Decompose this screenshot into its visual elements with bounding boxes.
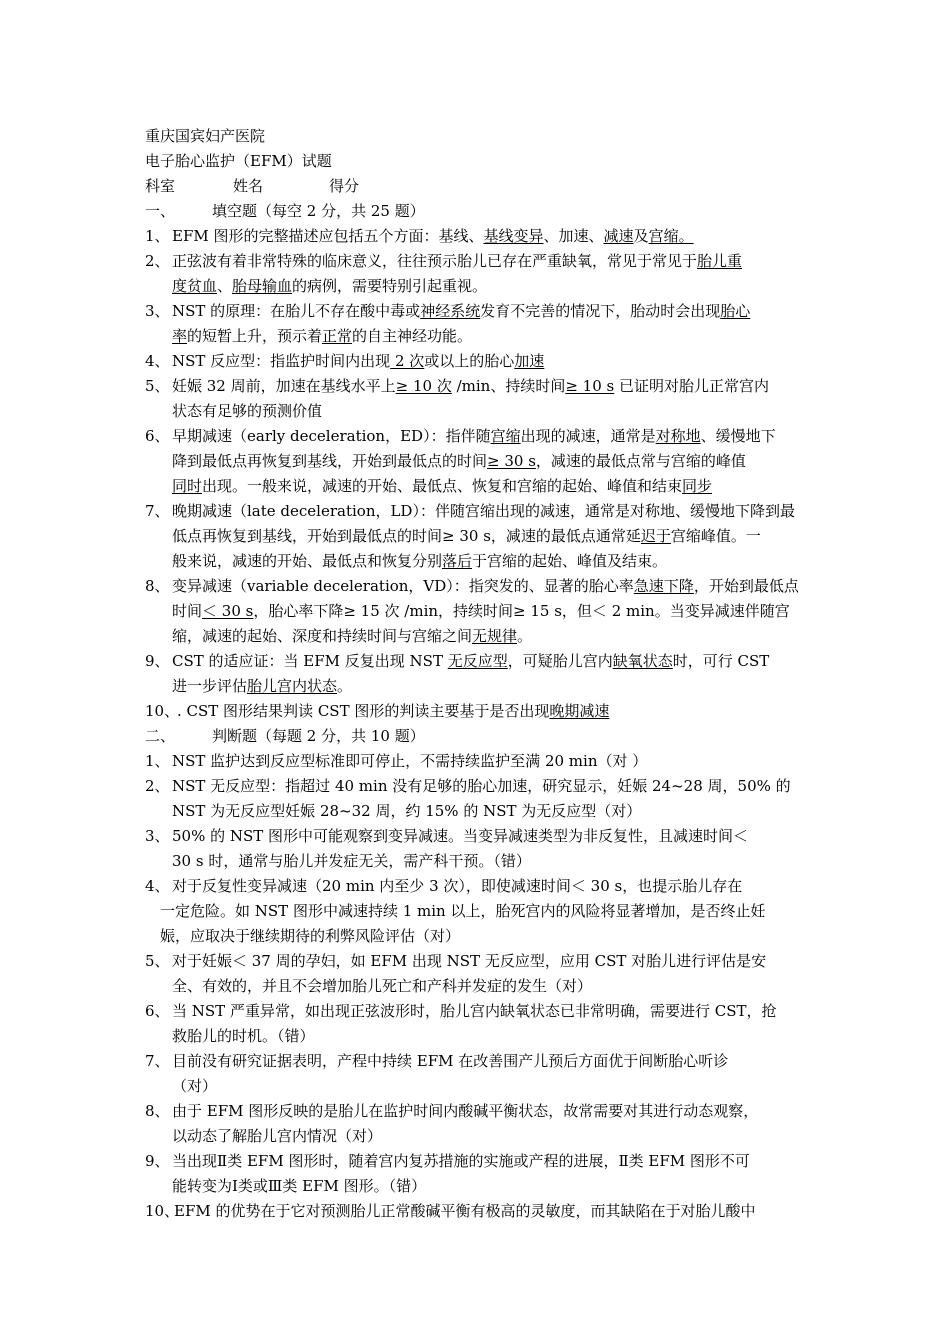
judge-q9-line1: 当出现Ⅱ类 EFM 图形时，随着宫内复苏措施的实施或产程的进展，Ⅱ类 EFM 图形不可 xyxy=(172,1152,750,1170)
judge-q9-line2: 能转变为Ⅰ类或Ⅲ类 EFM 图形。（错） xyxy=(172,1177,427,1195)
judge-q3-line1: 50% 的 NST 图形中可能观察到变异减速。当变异减速类型为非反复性，且减速时间＜ xyxy=(172,827,749,845)
judge-q6-number: 6、 xyxy=(145,1002,170,1020)
judge-q4-number: 4、 xyxy=(145,877,170,895)
judge-q6-line2: 救胎儿的时机。（错） xyxy=(172,1027,315,1045)
fill-q4-text: NST 反应型：指监护时间内出现 2 次或以上的胎心加速 xyxy=(172,352,545,370)
fill-q4-number: 4、 xyxy=(145,352,170,370)
fill-q9-line1: CST 的适应证：当 EFM 反复出现 NST 无反应型，可疑胎儿宫内缺氧状态时，可行 CST xyxy=(172,652,770,670)
judge-q8-line1: 由于 EFM 图形反映的是胎儿在监护时间内酸碱平衡状态，故常需要对其进行动态观察， xyxy=(172,1102,759,1120)
fill-q5-line2: 状态有足够的预测价值 xyxy=(172,402,323,420)
judge-q5-number: 5、 xyxy=(145,952,170,970)
judge-q4-line2: 一定危险。如 NST 图形中减速持续 1 min 以上，胎死宫内的风险将显著增加，是否终止妊 xyxy=(160,902,766,920)
judge-q1-number: 1、 xyxy=(145,752,170,770)
fill-q5-line1: 妊娠 32 周前，加速在基线水平上≥ 10 次 /min、持续时间≥ 10 s 已证明对胎儿正常宫内 xyxy=(172,377,770,395)
fill-q6-line2: 降到最低点再恢复到基线，开始到最低点的时间≥ 30 s，减速的最低点常与宫缩的峰值 xyxy=(172,452,746,470)
fill-q8-number: 8、 xyxy=(145,577,170,595)
judge-q4-line1: 对于反复性变异减速（20 min 内至少 3 次），即使减速时间＜ 30 s，也提示胎儿存在 xyxy=(172,877,743,895)
fill-q8-line3: 缩，减速的起始、深度和持续时间与宫缩之间无规律。 xyxy=(172,627,533,645)
fill-q7-line3: 般来说，减速的开始、最低点和恢复分别落后于宫缩的起始、峰值及结束。 xyxy=(172,552,668,570)
fill-q10-text: . CST 图形结果判读 CST 图形的判读主要基于是否出现晚期减速 xyxy=(177,702,610,720)
field-score: 得分 xyxy=(329,177,360,195)
judge-q4-line3: 娠，应取决于继续期待的利弊风险评估（对） xyxy=(160,927,461,945)
judge-q10-line1: EFM 的优势在于它对预测胎儿正常酸碱平衡有极高的灵敏度，而其缺陷在于对胎儿酸中 xyxy=(174,1202,756,1220)
section2-number: 二、 xyxy=(145,727,176,745)
judge-q1-text: NST 监护达到反应型标准即可停止，不需持续监护至满 20 min（对 ） xyxy=(172,752,648,770)
judge-q2-number: 2、 xyxy=(145,777,170,795)
fill-q10-number: 10、 xyxy=(145,702,180,720)
judge-q10-number: 10、 xyxy=(145,1202,180,1220)
fill-q3-line1: NST 的原理：在胎儿不存在酸中毒或神经系统发育不完善的情况下，胎动时会出现胎心 xyxy=(172,302,751,320)
field-dept: 科室 xyxy=(145,177,176,195)
fill-q3-line2: 率的短暂上升，预示着正常的自主神经功能。 xyxy=(172,327,473,345)
judge-q7-number: 7、 xyxy=(145,1052,170,1070)
fill-q8-line2: 时间＜ 30 s，胎心率下降≥ 15 次 /min，持续时间≥ 15 s，但＜ 2 min。当变异减速伴随宫 xyxy=(172,602,790,620)
fill-q7-number: 7、 xyxy=(145,502,170,520)
judge-q6-line1: 当 NST 严重异常，如出现正弦波形时，胎儿宫内缺氧状态已非常明确，需要进行 CST，抢 xyxy=(172,1002,777,1020)
section2-title: 判断题（每题 2 分，共 10 题） xyxy=(212,727,425,745)
judge-q5-line1: 对于妊娠＜ 37 周的孕妇，如 EFM 出现 NST 无反应型，应用 CST 对胎儿进行评估是安 xyxy=(172,952,767,970)
section1-number: 一、 xyxy=(145,202,176,220)
judge-q8-line2: 以动态了解胎儿宫内情况（对） xyxy=(172,1127,383,1145)
fill-q9-number: 9、 xyxy=(145,652,170,670)
fill-q7-line1: 晚期减速（late deceleration，LD）：伴随宫缩出现的减速，通常是对称地、缓慢地下降到最 xyxy=(172,502,795,520)
section1-title: 填空题（每空 2 分，共 25 题） xyxy=(212,202,425,220)
fill-q2-line2: 度贫血、胎母输血的病例，需要特别引起重视。 xyxy=(172,277,488,295)
fill-q6-number: 6、 xyxy=(145,427,170,445)
hospital-name: 重庆国宾妇产医院 xyxy=(145,127,266,145)
field-name: 姓名 xyxy=(233,177,264,195)
judge-q2-line2: NST 为无反应型妊娠 28~32 周，约 15% 的 NST 为无反应型（对） xyxy=(172,802,642,820)
fill-q2-line1: 正弦波有着非常特殊的临床意义，往往预示胎儿已存在严重缺氧，常见于常见于胎儿重 xyxy=(172,252,743,270)
fill-q6-line3: 同时出现。一般来说，减速的开始、最低点、恢复和宫缩的起始、峰值和结束同步 xyxy=(172,477,713,495)
fill-q9-line2: 进一步评估胎儿宫内状态。 xyxy=(172,677,353,695)
judge-q5-line2: 全、有效的，并且不会增加胎儿死亡和产科并发症的发生（对） xyxy=(172,977,593,995)
judge-q2-line1: NST 无反应型：指超过 40 min 没有足够的胎心加速，研究显示，妊娠 24~28 周，50% 的 xyxy=(172,777,791,795)
judge-q7-line1: 目前没有研究证据表明，产程中持续 EFM 在改善围产儿预后方面优于间断胎心听诊 xyxy=(172,1052,729,1070)
fill-q8-line1: 变异减速（variable deceleration，VD）：指突发的、显著的胎心率急速下降，开始到最低点 xyxy=(172,577,799,595)
judge-q8-number: 8、 xyxy=(145,1102,170,1120)
fill-q1-number: 1、 xyxy=(145,227,170,245)
judge-q7-line2: （对） xyxy=(172,1077,218,1095)
fill-q3-number: 3、 xyxy=(145,302,170,320)
judge-q9-number: 9、 xyxy=(145,1152,170,1170)
fill-q6-line1: 早期减速（early deceleration，ED）：指伴随宫缩出现的减速，通常是对称地、缓慢地下 xyxy=(172,427,776,445)
exam-title: 电子胎心监护（EFM）试题 xyxy=(145,152,332,170)
fill-q7-line2: 低点再恢复到基线，开始到最低点的时间≥ 30 s，减速的最低点通常延迟于宫缩峰值。一 xyxy=(172,527,761,545)
fill-q1-text: EFM 图形的完整描述应包括五个方面：基线、基线变异、加速、减速及宫缩。 xyxy=(172,227,694,245)
fill-q2-number: 2、 xyxy=(145,252,170,270)
fill-q5-number: 5、 xyxy=(145,377,170,395)
judge-q3-line2: 30 s 时，通常与胎儿并发症无关，需产科干预。（错） xyxy=(172,852,531,870)
judge-q3-number: 3、 xyxy=(145,827,170,845)
